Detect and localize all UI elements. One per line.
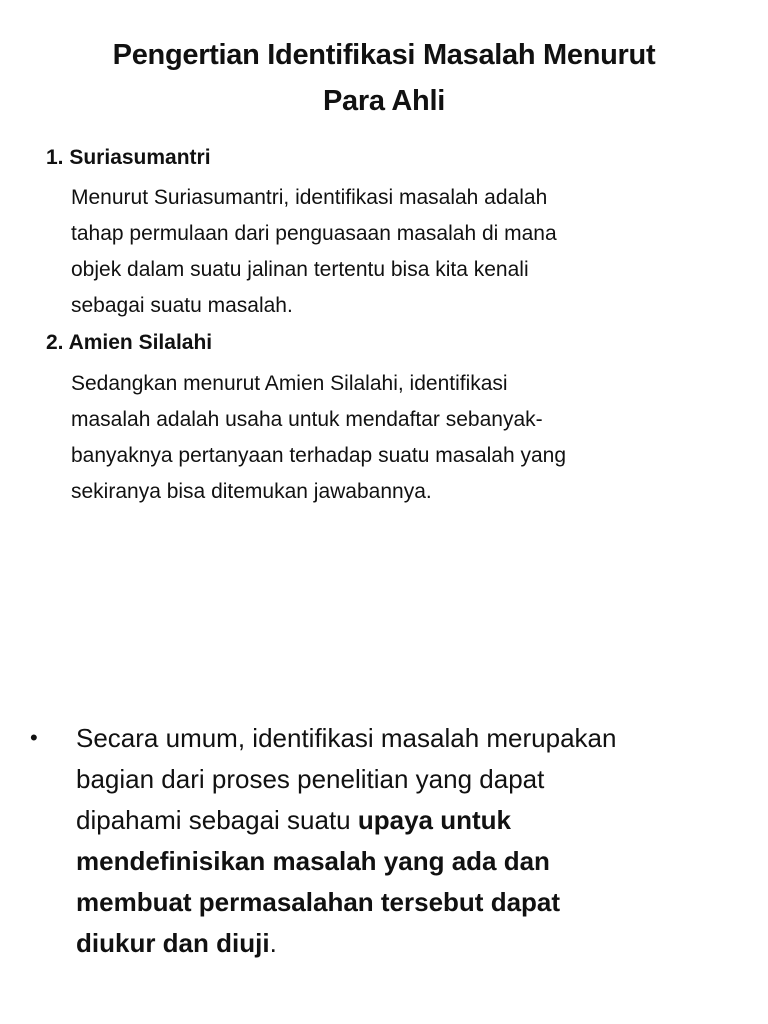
bullet-line (76, 800, 740, 841)
summary-bullet-text (76, 718, 740, 964)
section-heading-suriasumantri: 1. Suriasumantri (46, 146, 211, 169)
section-body-suriasumantri (71, 180, 731, 324)
bullet-line: bagian dari proses penelitian yang dapat (76, 764, 545, 794)
section-body-line: sebagai suatu masalah. (71, 294, 293, 317)
bullet-line: membuat permasalahan tersebut dapat (76, 887, 561, 917)
section-body-line: objek dalam suatu jalinan tertentu bisa kita kenali (71, 258, 529, 281)
bullet-text-bold: diukur dan diuji (76, 928, 270, 958)
bullet-line: mendefinisikan masalah yang ada dan (76, 846, 550, 876)
page-title (40, 32, 728, 124)
bullet-icon: • (30, 725, 38, 750)
section-body-amien-silalahi (71, 366, 731, 510)
bullet-line: Secara umum, identifikasi masalah merupakan (76, 723, 617, 753)
page-title-line-1: Pengertian Identifikasi Masalah Menurut (112, 39, 656, 71)
page-title-line-2: Para Ahli (323, 85, 445, 117)
section-body-line: masalah adalah usaha untuk mendaftar sebanyak- (71, 408, 543, 431)
section-body-line: tahap permulaan dari penguasaan masalah di mana (71, 222, 557, 245)
bullet-text-normal: dipahami sebagai suatu (76, 805, 358, 835)
section-body-line: Sedangkan menurut Amien Silalahi, identifikasi (71, 372, 508, 395)
section-body-line: Menurut Suriasumantri, identifikasi masalah adalah (71, 186, 548, 209)
section-body-line: sekiranya bisa ditemukan jawabannya. (71, 480, 432, 503)
section-body-line: banyaknya pertanyaan terhadap suatu masalah yang (71, 444, 567, 467)
bullet-text-bold: upaya untuk (357, 805, 512, 835)
bullet-line (76, 923, 740, 964)
bullet-text-normal: . (269, 928, 277, 958)
section-heading-amien-silalahi: 2. Amien Silalahi (46, 331, 213, 354)
